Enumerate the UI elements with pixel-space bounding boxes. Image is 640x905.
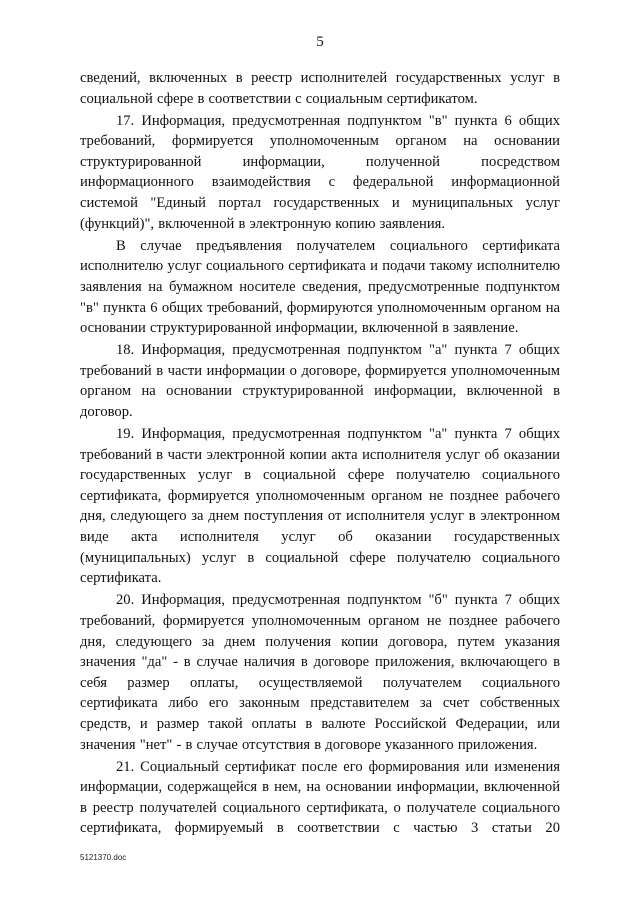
document-file-code: 5121370.doc — [80, 853, 127, 862]
paragraph-19: 19. Информация, предусмотренная подпунктом "а" пункта 7 общих требований в части электронной копии акта исполнителя услуг об оказании государственных услуг в социальной сфере получателю социального сертификата, формируется уполномоченным органом не позднее рабочего дня, следующего за днем поступления от исполнителя услуг в электронном виде акта исполнителя услуг об оказании государственных (муниципальных) услуг в социальной сфере получателю социального сертификата. — [80, 426, 560, 587]
paragraph-20: 20. Информация, предусмотренная подпунктом "б" пункта 7 общих требований, формируется уполномоченным органом не позднее рабочего дня, следующего за днем получения копии договора, путем указания значения "да" - в случае наличия в договоре приложения, включающего в себя размер оплаты, осуществляемой получателем социального сертификата либо его законным представителем за счет собственных средств, и размер такой оплаты в валюте Российской Федерации, или значения "нет" - в случае отсутствия в договоре указанного приложения. — [80, 592, 560, 753]
paragraph-18: 18. Информация, предусмотренная подпунктом "а" пункта 7 общих требований в части информации о договоре, формируется уполномоченным органом на основании структурированной информации, включенной в договор. — [80, 342, 560, 420]
paragraph-21: 21. Социальный сертификат после его формирования или изменения информации, содержащейся в нем, на основании информации, включенной в реестр получателей социального сертификата, о получателе социального сертификата, формируемый в соответствии с частью 3 статьи 20 — [80, 758, 560, 837]
document-body — [80, 68, 560, 840]
paragraph-17: 17. Информация, предусмотренная подпунктом "в" пункта 6 общих требований, формируется уполномоченным органом на основании структурированной информации, полученной посредством информационного взаимодействия с федеральной информационной системой "Единый портал государственных и муниципальных услуг (функций)", включенной в электронную копию заявления. — [80, 112, 560, 232]
page-number: 5 — [316, 34, 324, 50]
paragraph-continuation: сведений, включенных в реестр исполнителей государственных услуг в социальной сфере в соответствии с социальным сертификатом. — [80, 70, 560, 107]
paragraph-17-paper: В случае предъявления получателем социального сертификата исполнителю услуг социального сертификата и подачи такому исполнителю заявления на бумажном носителе сведения, предусмотренные подпунктом "в" пункта 6 общих требований, формируются уполномоченным органом на основании структурированной информации, включенной в заявление. — [80, 237, 560, 337]
